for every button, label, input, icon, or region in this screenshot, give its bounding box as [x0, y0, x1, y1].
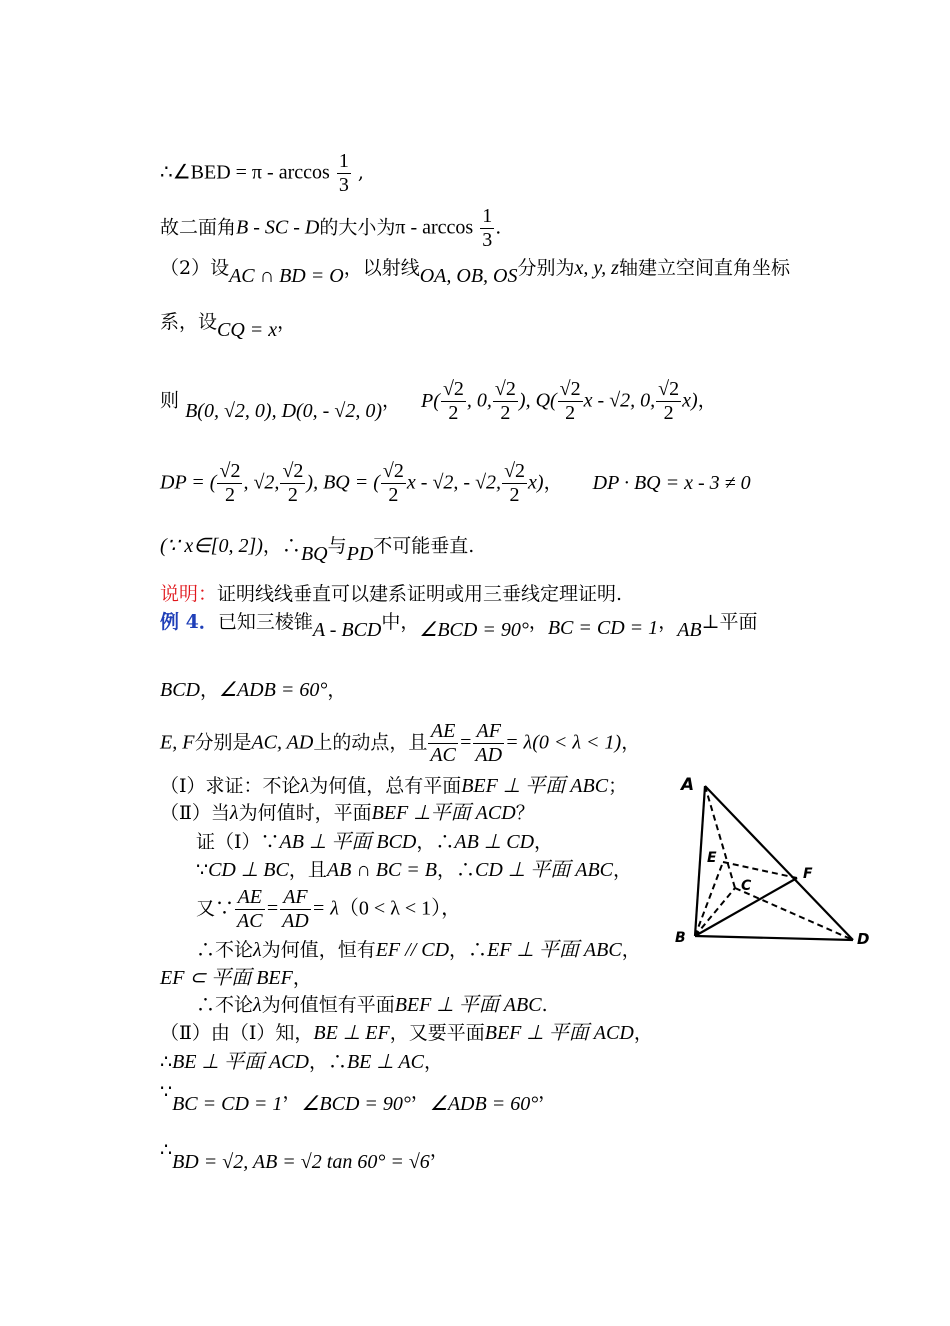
line-conclusion: (∵ x∈[0, 2])，∴BQ与PD不可能垂直.	[160, 535, 475, 565]
fraction-one-third-2: $\frac{1}{3}$	[482, 205, 493, 251]
proof-line-8: ∴BE ⊥ 平面 ACD，∴BE ⊥ AC，	[160, 1051, 444, 1073]
label-e: E	[707, 850, 717, 866]
edge-cd	[735, 888, 853, 940]
proof-line-4: ∴不论λ为何值，恒有EF // CD，∴EF ⊥ 平面 ABC，	[196, 939, 641, 961]
line-bed-angle: ∴∠BED = π - arccos $\frac{1}{3}$ ,	[160, 150, 364, 196]
proof-line-7: （Ⅱ）由（Ⅰ）知，BE ⊥ EF，又要平面BEF ⊥ 平面 ACD，	[160, 1022, 653, 1044]
example-4-line2: BCD，∠ADB = 60°，	[160, 679, 347, 701]
edge-bc	[695, 888, 735, 936]
line-part2-setup: （2）设AC ∩ BD = O，以射线OA, OB, OS分别为x, y, z轴建立空间直角坐标	[160, 257, 790, 287]
line-set-cq: 系，设CQ = x，	[160, 311, 297, 341]
example-4-line3: E, F分别是AC, AD上的动点，且 $\frac{AE}{AC}$ = $\frac{AF}{AD}$ = λ(0 < λ < 1)，	[160, 720, 641, 766]
example-4-line: 例 4．已知三棱锥A - BCD中，∠BCD = 90°，BC = CD = 1，AB⊥平面	[160, 611, 758, 641]
proof-line-3: 又∵ $\frac{AE}{AC}$ = $\frac{AF}{AD}$ = λ（0 < λ < 1），	[196, 886, 462, 932]
label-f: F	[803, 866, 813, 882]
fraction-one-third: $\frac{1}{3}$	[338, 150, 349, 196]
label-d: D	[857, 930, 870, 948]
line-vectors: DP = ( $\frac{√2}{2}$ , √2, $\frac{√2}{2}$ ), BQ = ( $\frac{√2}{2}$ x - √2, - √2, $\frac{√2}{2}$ x)， DP · BQ = x - 3 ≠ 0	[160, 460, 751, 506]
proof-line-2: ∵CD ⊥ BC，且AB ∩ BC = B，∴CD ⊥ 平面 ABC，	[196, 859, 633, 881]
question-1: （Ⅰ）求证：不论λ为何值，总有平面BEF ⊥ 平面 ABC；	[160, 775, 628, 797]
label-b: B	[675, 930, 686, 946]
tetrahedron-figure	[675, 770, 875, 960]
example-label: 例 4．	[160, 611, 218, 633]
note-line: 说明：证明线线垂直可以建系证明或用三垂线定理证明.	[160, 583, 623, 605]
proof-line-1: 证（Ⅰ）∵AB ⊥ 平面 BCD，∴AB ⊥ CD，	[196, 831, 554, 853]
proof-line-5: EF ⊂ 平面 BEF，	[160, 967, 312, 989]
line-coordinates: 则 B(0, √2, 0), D(0, - √2, 0)， P( $\frac{√2}{2}$ , 0, $\frac{√2}{2}$ ), Q( $\frac{√2}{2}$ x - √2, 0, $\frac{√2}{2}$ x)，	[160, 378, 717, 424]
label-a: A	[681, 775, 695, 795]
label-c: C	[741, 878, 752, 894]
question-2: （Ⅱ）当λ为何值时，平面BEF ⊥平面 ACD？	[160, 802, 535, 824]
proof-line-10: ∴BD = √2, AB = √2 tan 60° = √6，	[160, 1139, 449, 1173]
line-dihedral-angle: 故二面角B - SC - D的大小为π - arccos $\frac{1}{3}$ .	[160, 205, 502, 251]
edge-bd	[695, 936, 853, 940]
proof-line-9: ∵BC = CD = 1，∠BCD = 90°，∠ADB = 60°，	[160, 1081, 558, 1115]
proof-line-6: ∴不论λ为何值恒有平面BEF ⊥ 平面 ABC.	[196, 994, 548, 1016]
note-label: 说明：	[160, 583, 218, 605]
